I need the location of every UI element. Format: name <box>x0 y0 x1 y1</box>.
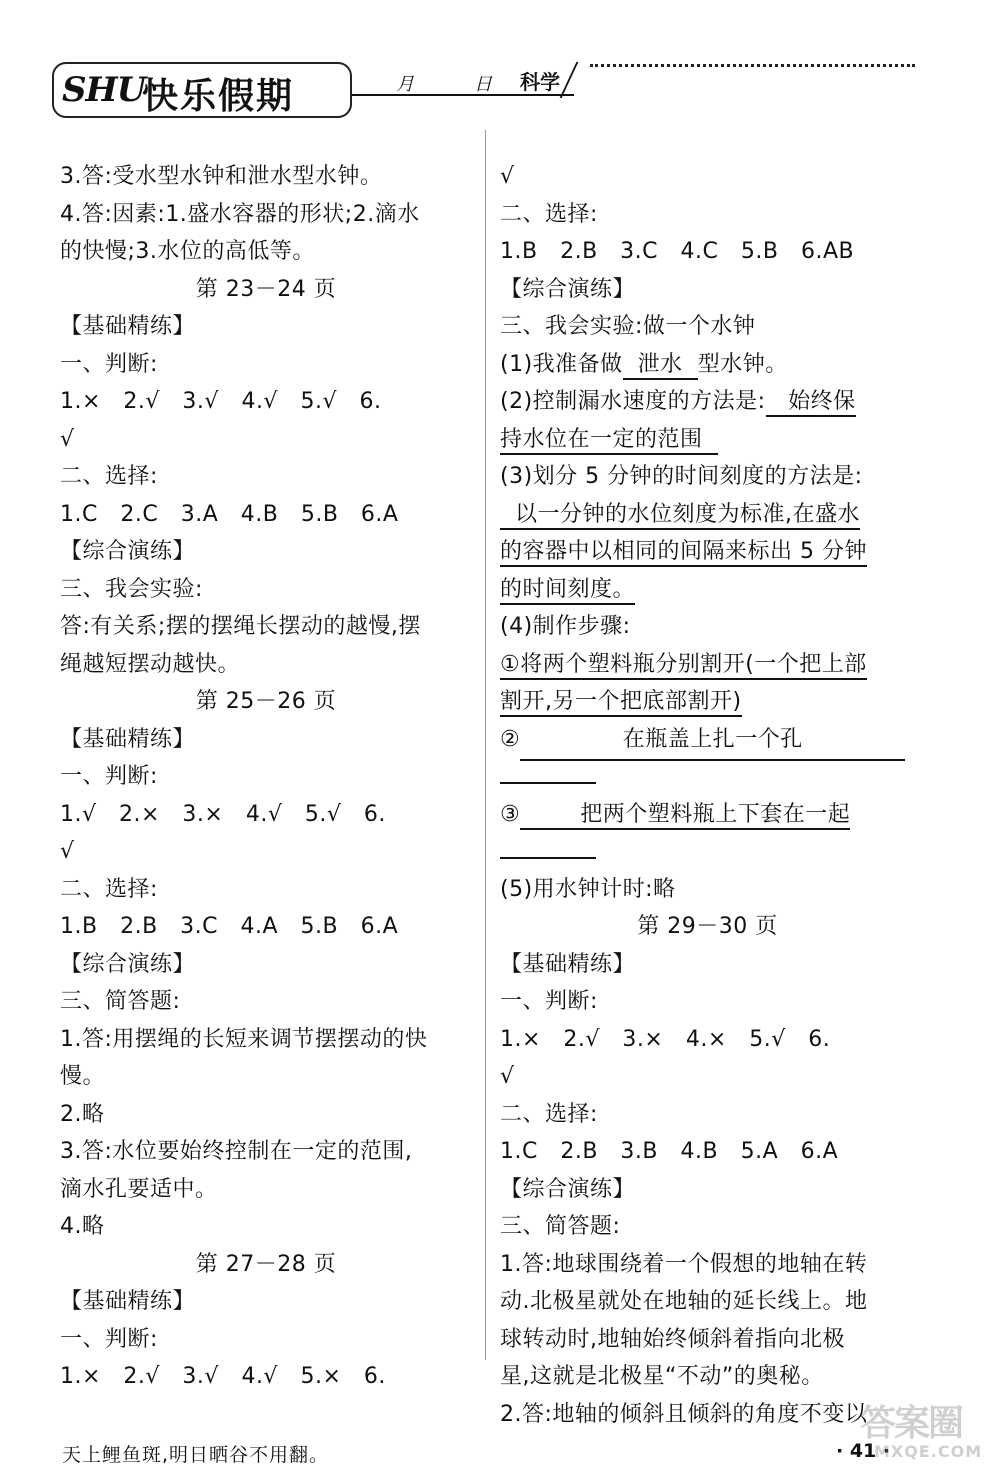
filled-answer <box>500 427 718 455</box>
answer-line: 1.× 2.√ 3.√ 4.√ 5.√ 6. <box>60 389 382 414</box>
filled-answer: 的时间刻度。 <box>500 577 635 605</box>
answer-blank <box>500 758 596 784</box>
answer-line: 的快慢;3.水位的高低等。 <box>60 239 315 264</box>
answer-line: 2.答:地轴的倾斜且倾斜的角度不变以 <box>500 1401 868 1427</box>
answer-line: 一、判断: <box>60 764 158 789</box>
answer-blank <box>500 833 596 859</box>
day-label: 日 <box>474 74 492 95</box>
answer-line <box>500 571 915 609</box>
answer-line: √ <box>500 164 515 189</box>
filled-answer: ①将两个塑料瓶分别割开(一个把上部 <box>500 652 867 680</box>
answer-line: √ <box>60 839 75 864</box>
answer-line: 一、判断: <box>60 1326 158 1352</box>
answer-line: 1.C 2.B 3.B 4.B 5.A 6.A <box>500 1139 839 1164</box>
answer-line: (3)划分 5 分钟的时间刻度的方法是: <box>500 464 863 489</box>
answer-line: 滴水孔要适中。 <box>60 1176 218 1202</box>
subsection-heading: 【基础精练】 <box>500 951 636 977</box>
subsection-heading: 【基础精练】 <box>60 726 196 752</box>
answer-line <box>500 646 915 684</box>
page-header <box>0 0 1000 130</box>
filled-answer <box>520 802 850 830</box>
answer-line: 三、简答题: <box>60 989 181 1014</box>
left-column <box>60 158 472 1396</box>
logo-title: 快乐假期 <box>142 76 295 117</box>
answer-line: 1.× 2.√ 3.√ 4.√ 5.× 6. <box>60 1364 386 1389</box>
question-text: (2)控制漏水速度的方法是: <box>500 389 766 414</box>
answer-line <box>500 796 915 834</box>
answer-text: 在瓶盖上扎一个孔 <box>622 726 803 752</box>
answer-line: 4.答:因素:1.盛水容器的形状;2.滴水 <box>60 201 420 227</box>
answer-line: 1.B 2.B 3.C 4.A 5.B 6.A <box>60 914 399 939</box>
answer-line: √ <box>60 426 75 452</box>
answer-line <box>500 758 915 796</box>
watermark-logo <box>860 1395 990 1475</box>
subsection-heading: 【综合演练】 <box>500 276 636 302</box>
answer-line: 二、选择: <box>500 201 598 227</box>
header-dotted-line <box>590 64 915 67</box>
section-heading: 第 25－26 页 <box>195 689 337 714</box>
filled-answer <box>500 502 860 530</box>
logo-shu: SHU <box>62 70 146 110</box>
answer-line: (4)制作步骤: <box>500 614 631 639</box>
answer-line <box>500 383 915 421</box>
answer-line <box>500 421 915 459</box>
answer-text: 始终保 <box>788 389 856 414</box>
filled-answer <box>623 352 698 380</box>
answer-line: 慢。 <box>60 1064 106 1089</box>
filled-answer: 割开,另一个把底部割开) <box>500 689 742 717</box>
question-text: 型水钟。 <box>697 351 788 377</box>
answer-line <box>500 346 915 384</box>
answer-line: 绳越短摆动越快。 <box>60 651 241 677</box>
answer-text: 持水位在一定的范围 <box>500 426 703 452</box>
answer-line <box>500 496 915 534</box>
answer-line: 二、选择: <box>60 464 158 489</box>
watermark-top: 答案圈 <box>860 1403 963 1444</box>
subsection-heading: 【基础精练】 <box>60 1289 196 1314</box>
question-text: (1)我准备做 <box>500 351 623 377</box>
column-divider <box>485 130 486 1360</box>
subject-label: 科学 <box>520 70 560 94</box>
section-heading: 第 23－24 页 <box>195 276 337 302</box>
answer-line: 三、我会实验:做一个水钟 <box>500 314 756 339</box>
answer-line: 一、判断: <box>60 351 158 377</box>
answer-line <box>500 683 915 721</box>
answer-line: 1.C 2.C 3.A 4.B 5.B 6.A <box>60 501 399 527</box>
step-marker: ② <box>500 726 521 752</box>
answer-line: 1.× 2.√ 3.× 4.× 5.√ 6. <box>500 1026 831 1052</box>
answer-text: 泄水 <box>637 351 683 377</box>
answer-line: 星,这就是北极星“不动”的奥秘。 <box>500 1364 824 1389</box>
answer-line: 球转动时,地轴始终倾斜着指向北极 <box>500 1326 845 1352</box>
answer-text: 把两个塑料瓶上下套在一起 <box>580 801 851 827</box>
answer-line: 2.略 <box>60 1101 105 1127</box>
answer-line: 三、简答题: <box>500 1214 621 1239</box>
filled-answer: 的容器中以相同的间隔来标出 5 分钟 <box>500 539 867 567</box>
subsection-heading: 【基础精练】 <box>60 314 196 339</box>
answer-line: 3.答:受水型水钟和泄水型水钟。 <box>60 164 383 189</box>
answer-line <box>500 533 915 571</box>
step-marker: ③ <box>500 801 521 827</box>
answer-line: 1.B 2.B 3.C 4.C 5.B 6.AB <box>500 239 855 264</box>
answer-line: 1.答:用摆绳的长短来调节摆摆动的快 <box>60 1026 428 1052</box>
answer-line <box>500 833 915 871</box>
answer-line: 二、选择: <box>60 876 158 902</box>
right-column <box>500 158 915 1433</box>
answer-line: 3.答:水位要始终控制在一定的范围, <box>60 1139 413 1164</box>
answer-line: 动.北极星就处在地轴的延长线上。地 <box>500 1289 868 1314</box>
answer-line: √ <box>500 1064 515 1089</box>
answer-line: 1.√ 2.× 3.× 4.√ 5.√ 6. <box>60 801 386 827</box>
answer-line: 1.答:地球围绕着一个假想的地轴在转 <box>500 1251 868 1277</box>
filled-answer <box>766 389 856 417</box>
watermark-bottom: MXQE.COM <box>874 1442 983 1461</box>
answer-line: 三、我会实验: <box>60 576 203 602</box>
subsection-heading: 【综合演练】 <box>500 1176 636 1202</box>
page-number: · 41 · <box>836 1440 891 1462</box>
answer-text: 以一分钟的水位刻度为标准,在盛水 <box>515 501 860 527</box>
answer-line: (5)用水钟计时:略 <box>500 876 676 902</box>
month-label: 月 <box>396 74 414 95</box>
section-heading: 第 27－28 页 <box>195 1251 337 1277</box>
subsection-heading: 【综合演练】 <box>60 539 196 564</box>
answer-line: 二、选择: <box>500 1101 598 1127</box>
subsection-heading: 【综合演练】 <box>60 951 196 977</box>
answer-line <box>500 721 915 759</box>
answer-line: 答:有关系;摆的摆绳长摆动的越慢,摆 <box>60 614 421 639</box>
footer-proverb: 天上鲤鱼斑,明日晒谷不用翻。 <box>62 1444 330 1466</box>
answer-line: 一、判断: <box>500 989 598 1014</box>
filled-answer <box>520 721 905 762</box>
answer-line: 4.略 <box>60 1214 105 1239</box>
section-heading: 第 29－30 页 <box>637 914 778 939</box>
header-slash <box>560 62 579 98</box>
